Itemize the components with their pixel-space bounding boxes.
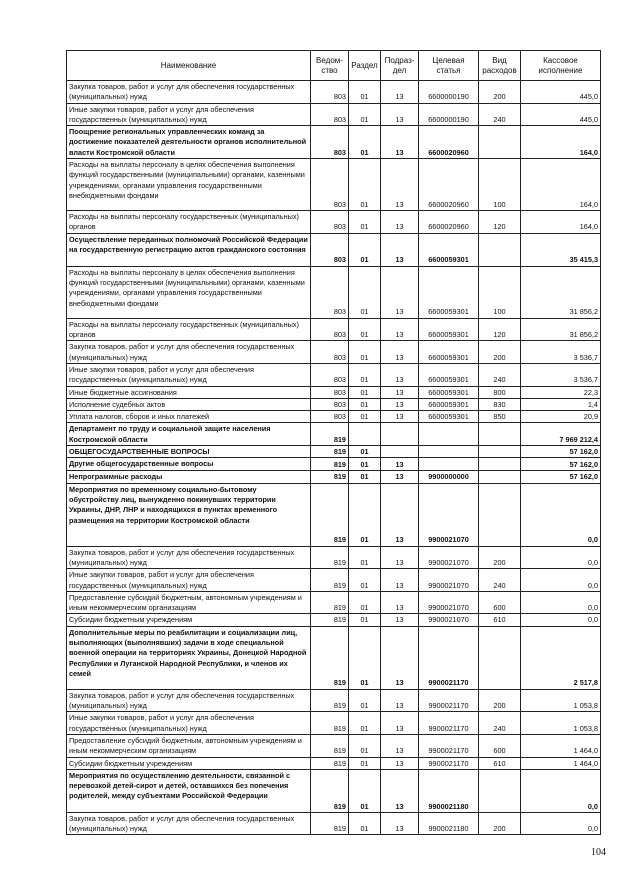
header-subsection: Подраз-дел — [381, 51, 419, 81]
table-row — [67, 363, 601, 386]
cell-dept: 819 — [311, 483, 349, 546]
cell-name: Уплата налогов, сборов и иных платежей — [67, 411, 311, 423]
cell-section: 01 — [349, 363, 381, 386]
cell-section: 01 — [349, 614, 381, 626]
cell-exptype: 240 — [479, 569, 521, 592]
cell-exptype: 120 — [479, 318, 521, 341]
cell-exptype: 200 — [479, 689, 521, 712]
cell-target — [419, 423, 479, 446]
cell-name: Исполнение судебных актов — [67, 398, 311, 410]
cell-section: 01 — [349, 569, 381, 592]
cell-dept: 819 — [311, 446, 349, 458]
cell-target: 9900021170 — [419, 626, 479, 689]
cell-exptype: 600 — [479, 591, 521, 614]
cell-name: Предоставление субсидий бюджетным, автономным учреждениям и иным некоммерческим организациям — [67, 734, 311, 757]
budget-execution-table — [66, 50, 601, 835]
cell-target — [419, 446, 479, 458]
cell-cash: 57 162,0 — [521, 446, 601, 458]
cell-name: Закупка товаров, работ и услуг для обеспечения государственных (муниципальных) нужд — [67, 812, 311, 835]
table-row — [67, 471, 601, 483]
cell-section: 01 — [349, 471, 381, 483]
cell-target: 9900021070 — [419, 483, 479, 546]
cell-exptype: 240 — [479, 103, 521, 126]
table-row — [67, 423, 601, 446]
cell-exptype — [479, 626, 521, 689]
cell-cash: 7 969 212,4 — [521, 423, 601, 446]
cell-cash: 1 464,0 — [521, 734, 601, 757]
cell-cash: 3 536,7 — [521, 341, 601, 364]
cell-section: 01 — [349, 446, 381, 458]
cell-target: 6600000190 — [419, 81, 479, 104]
cell-target — [419, 458, 479, 471]
cell-subsection: 13 — [381, 411, 419, 423]
cell-cash: 164,0 — [521, 126, 601, 159]
cell-name: Расходы на выплаты персоналу государственных (муниципальных) органов — [67, 211, 311, 234]
cell-dept: 819 — [311, 614, 349, 626]
cell-section: 01 — [349, 233, 381, 266]
cell-section: 01 — [349, 398, 381, 410]
table-row — [67, 318, 601, 341]
cell-subsection: 13 — [381, 159, 419, 211]
cell-subsection: 13 — [381, 689, 419, 712]
cell-target: 9900021170 — [419, 734, 479, 757]
cell-dept: 819 — [311, 712, 349, 735]
cell-exptype: 200 — [479, 812, 521, 835]
cell-target: 6600020960 — [419, 211, 479, 234]
cell-exptype: 610 — [479, 614, 521, 626]
cell-target: 9900021170 — [419, 689, 479, 712]
cell-name: Субсидии бюджетным учреждениям — [67, 757, 311, 769]
cell-subsection: 13 — [381, 712, 419, 735]
cell-cash: 31 856,2 — [521, 318, 601, 341]
cell-subsection: 13 — [381, 103, 419, 126]
cell-target: 6600059301 — [419, 233, 479, 266]
cell-exptype: 240 — [479, 712, 521, 735]
cell-subsection — [381, 423, 419, 446]
cell-cash: 0,0 — [521, 483, 601, 546]
cell-target: 6600059301 — [419, 363, 479, 386]
cell-name: Предоставление субсидий бюджетным, автономным учреждениям и иным некоммерческим организациям — [67, 591, 311, 614]
cell-name: Поощрение региональных управленческих команд за достижение показателей деятельности органов исполнительной власти Костромской области — [67, 126, 311, 159]
table-row — [67, 458, 601, 471]
cell-cash: 0,0 — [521, 769, 601, 812]
cell-exptype: 200 — [479, 81, 521, 104]
cell-target: 9900021070 — [419, 614, 479, 626]
cell-cash: 31 856,2 — [521, 266, 601, 318]
cell-dept: 819 — [311, 569, 349, 592]
cell-name: Иные закупки товаров, работ и услуг для обеспечения государственных (муниципальных) нужд — [67, 363, 311, 386]
cell-subsection: 13 — [381, 318, 419, 341]
cell-target: 9900000000 — [419, 471, 479, 483]
cell-subsection: 13 — [381, 471, 419, 483]
table-row — [67, 233, 601, 266]
cell-cash: 57 162,0 — [521, 471, 601, 483]
cell-exptype — [479, 471, 521, 483]
cell-section: 01 — [349, 812, 381, 835]
cell-name: Мероприятия по осуществлению деятельности, связанной с перевозкой детей-сирот и детей, оставшихся без попечения родителей, между субъектами Российской Федерации — [67, 769, 311, 812]
cell-dept: 803 — [311, 233, 349, 266]
cell-cash: 0,0 — [521, 569, 601, 592]
cell-name: Расходы на выплаты персоналу государственных (муниципальных) органов — [67, 318, 311, 341]
table-row — [67, 126, 601, 159]
cell-exptype: 120 — [479, 211, 521, 234]
cell-dept: 819 — [311, 757, 349, 769]
cell-exptype: 800 — [479, 386, 521, 398]
table-row — [67, 266, 601, 318]
cell-subsection: 13 — [381, 591, 419, 614]
cell-subsection: 13 — [381, 233, 419, 266]
cell-cash: 1 053,8 — [521, 712, 601, 735]
table-row — [67, 211, 601, 234]
header-name: Наименование — [67, 51, 311, 81]
cell-dept: 803 — [311, 211, 349, 234]
cell-section — [349, 423, 381, 446]
table-row — [67, 81, 601, 104]
cell-name: Иные бюджетные ассигнования — [67, 386, 311, 398]
table-row — [67, 546, 601, 569]
header-target: Целевая статья — [419, 51, 479, 81]
cell-target: 9900021180 — [419, 812, 479, 835]
cell-exptype — [479, 126, 521, 159]
cell-subsection: 13 — [381, 546, 419, 569]
cell-section: 01 — [349, 591, 381, 614]
cell-section: 01 — [349, 81, 381, 104]
cell-section: 01 — [349, 458, 381, 471]
cell-target: 6600059301 — [419, 341, 479, 364]
cell-section: 01 — [349, 341, 381, 364]
cell-target: 6600059301 — [419, 266, 479, 318]
cell-name: Субсидии бюджетным учреждениям — [67, 614, 311, 626]
cell-subsection: 13 — [381, 458, 419, 471]
cell-cash: 1 464,0 — [521, 757, 601, 769]
cell-dept: 819 — [311, 546, 349, 569]
cell-exptype — [479, 769, 521, 812]
cell-exptype: 100 — [479, 266, 521, 318]
cell-target: 6600059301 — [419, 318, 479, 341]
cell-subsection: 13 — [381, 341, 419, 364]
cell-section: 01 — [349, 626, 381, 689]
cell-exptype — [479, 483, 521, 546]
cell-target: 6600000190 — [419, 103, 479, 126]
cell-target: 9900021170 — [419, 757, 479, 769]
cell-target: 6600059301 — [419, 411, 479, 423]
cell-name: Расходы на выплаты персоналу в целях обеспечения выполнения функций государственными (муниципальными) органами, казенными учреждениями, органами управления государственными внебюджетными фондами — [67, 266, 311, 318]
cell-section: 01 — [349, 546, 381, 569]
cell-subsection: 13 — [381, 363, 419, 386]
cell-dept: 819 — [311, 626, 349, 689]
cell-subsection: 13 — [381, 812, 419, 835]
cell-target: 6600020960 — [419, 126, 479, 159]
table-row — [67, 712, 601, 735]
cell-dept: 819 — [311, 423, 349, 446]
cell-exptype — [479, 423, 521, 446]
cell-dept: 819 — [311, 769, 349, 812]
cell-section: 01 — [349, 411, 381, 423]
cell-subsection: 13 — [381, 734, 419, 757]
cell-name: Мероприятия по временному социально-бытовому обустройству лиц, вынужденно покинувших территории Украины, ДНР, ЛНР и находящихся в пунктах временного размещения на территории Костромской области — [67, 483, 311, 546]
cell-exptype: 200 — [479, 341, 521, 364]
table-row — [67, 626, 601, 689]
cell-name: Другие общегосударственные вопросы — [67, 458, 311, 471]
cell-subsection: 13 — [381, 483, 419, 546]
cell-cash: 22,3 — [521, 386, 601, 398]
header-cash: Кассовое исполнение — [521, 51, 601, 81]
cell-subsection: 13 — [381, 266, 419, 318]
table-row — [67, 398, 601, 410]
cell-section: 01 — [349, 126, 381, 159]
table-row — [67, 591, 601, 614]
cell-cash: 0,0 — [521, 591, 601, 614]
cell-dept: 803 — [311, 398, 349, 410]
cell-section: 01 — [349, 734, 381, 757]
table-row — [67, 483, 601, 546]
cell-exptype: 600 — [479, 734, 521, 757]
cell-section: 01 — [349, 159, 381, 211]
table-row — [67, 757, 601, 769]
cell-dept: 803 — [311, 318, 349, 341]
cell-target: 9900021070 — [419, 569, 479, 592]
page-number: 104 — [591, 847, 606, 858]
cell-exptype: 610 — [479, 757, 521, 769]
cell-cash: 0,0 — [521, 812, 601, 835]
table-row — [67, 769, 601, 812]
cell-cash: 445,0 — [521, 81, 601, 104]
table-body — [67, 81, 601, 835]
cell-cash: 1,4 — [521, 398, 601, 410]
cell-subsection: 13 — [381, 211, 419, 234]
cell-dept: 819 — [311, 458, 349, 471]
cell-subsection — [381, 446, 419, 458]
cell-name: Закупка товаров, работ и услуг для обеспечения государственных (муниципальных) нужд — [67, 546, 311, 569]
cell-exptype: 240 — [479, 363, 521, 386]
table-row — [67, 734, 601, 757]
cell-dept: 819 — [311, 471, 349, 483]
cell-cash: 164,0 — [521, 211, 601, 234]
cell-subsection: 13 — [381, 386, 419, 398]
table-row — [67, 812, 601, 835]
cell-name: Осуществление переданных полномочий Российской Федерации на государственную регистрацию актов гражданского состояния — [67, 233, 311, 266]
cell-target: 9900021070 — [419, 591, 479, 614]
cell-cash: 0,0 — [521, 614, 601, 626]
cell-dept: 803 — [311, 103, 349, 126]
cell-dept: 803 — [311, 159, 349, 211]
cell-cash: 1 053,8 — [521, 689, 601, 712]
table-row — [67, 341, 601, 364]
cell-dept: 803 — [311, 363, 349, 386]
table-row — [67, 411, 601, 423]
cell-name: Непрограммные расходы — [67, 471, 311, 483]
cell-dept: 803 — [311, 386, 349, 398]
cell-cash: 57 162,0 — [521, 458, 601, 471]
cell-name: Закупка товаров, работ и услуг для обеспечения государственных (муниципальных) нужд — [67, 341, 311, 364]
cell-subsection: 13 — [381, 614, 419, 626]
cell-section: 01 — [349, 712, 381, 735]
table-row — [67, 569, 601, 592]
cell-cash: 0,0 — [521, 546, 601, 569]
cell-dept: 803 — [311, 266, 349, 318]
cell-target: 9900021170 — [419, 712, 479, 735]
cell-cash: 2 517,8 — [521, 626, 601, 689]
cell-cash: 164,0 — [521, 159, 601, 211]
table-row — [67, 386, 601, 398]
cell-dept: 803 — [311, 81, 349, 104]
cell-exptype: 850 — [479, 411, 521, 423]
table-row — [67, 159, 601, 211]
cell-dept: 819 — [311, 591, 349, 614]
cell-name: Иные закупки товаров, работ и услуг для обеспечения государственных (муниципальных) нужд — [67, 712, 311, 735]
cell-section: 01 — [349, 483, 381, 546]
cell-name: Иные закупки товаров, работ и услуг для обеспечения государственных (муниципальных) нужд — [67, 569, 311, 592]
cell-section: 01 — [349, 757, 381, 769]
header-exptype: Вид расходов — [479, 51, 521, 81]
cell-cash: 35 415,3 — [521, 233, 601, 266]
cell-name: Расходы на выплаты персоналу в целях обеспечения выполнения функций государственными (муниципальными) органами, казенными учреждениями, органами управления государственными внебюджетными фондами — [67, 159, 311, 211]
cell-section: 01 — [349, 211, 381, 234]
cell-section: 01 — [349, 769, 381, 812]
cell-dept: 819 — [311, 812, 349, 835]
cell-name: ОБЩЕГОСУДАРСТВЕННЫЕ ВОПРОСЫ — [67, 446, 311, 458]
cell-subsection: 13 — [381, 398, 419, 410]
cell-section: 01 — [349, 103, 381, 126]
cell-target: 9900021180 — [419, 769, 479, 812]
cell-subsection: 13 — [381, 81, 419, 104]
cell-subsection: 13 — [381, 757, 419, 769]
cell-subsection: 13 — [381, 126, 419, 159]
table-row — [67, 446, 601, 458]
cell-exptype — [479, 446, 521, 458]
header-dept: Ведом-ство — [311, 51, 349, 81]
cell-exptype: 830 — [479, 398, 521, 410]
table-row — [67, 614, 601, 626]
cell-cash: 3 536,7 — [521, 363, 601, 386]
cell-dept: 803 — [311, 126, 349, 159]
cell-name: Департамент по труду и социальной защите населения Костромской области — [67, 423, 311, 446]
cell-name: Закупка товаров, работ и услуг для обеспечения государственных (муниципальных) нужд — [67, 81, 311, 104]
cell-subsection: 13 — [381, 769, 419, 812]
cell-exptype: 100 — [479, 159, 521, 211]
table-row — [67, 689, 601, 712]
cell-section: 01 — [349, 386, 381, 398]
cell-subsection: 13 — [381, 626, 419, 689]
table-header — [67, 51, 601, 81]
cell-dept: 803 — [311, 341, 349, 364]
cell-target: 9900021070 — [419, 546, 479, 569]
cell-target: 6600059301 — [419, 398, 479, 410]
cell-exptype: 200 — [479, 546, 521, 569]
cell-section: 01 — [349, 689, 381, 712]
cell-exptype — [479, 233, 521, 266]
table-row — [67, 103, 601, 126]
cell-dept: 803 — [311, 411, 349, 423]
header-section: Раздел — [349, 51, 381, 81]
cell-name: Закупка товаров, работ и услуг для обеспечения государственных (муниципальных) нужд — [67, 689, 311, 712]
cell-name: Дополнительные меры по реабилитации и социализации лиц, выполняющих (выполнявших) задачи в ходе специальной военной операции на территориях Украины, Донецкой Народной Республики и Луганской Народной Республики, и членов их семей — [67, 626, 311, 689]
cell-cash: 20,9 — [521, 411, 601, 423]
cell-section: 01 — [349, 318, 381, 341]
cell-dept: 819 — [311, 689, 349, 712]
cell-target: 6600059301 — [419, 386, 479, 398]
cell-exptype — [479, 458, 521, 471]
cell-subsection: 13 — [381, 569, 419, 592]
cell-cash: 445,0 — [521, 103, 601, 126]
cell-section: 01 — [349, 266, 381, 318]
cell-dept: 819 — [311, 734, 349, 757]
cell-name: Иные закупки товаров, работ и услуг для обеспечения государственных (муниципальных) нужд — [67, 103, 311, 126]
cell-target: 6600020960 — [419, 159, 479, 211]
